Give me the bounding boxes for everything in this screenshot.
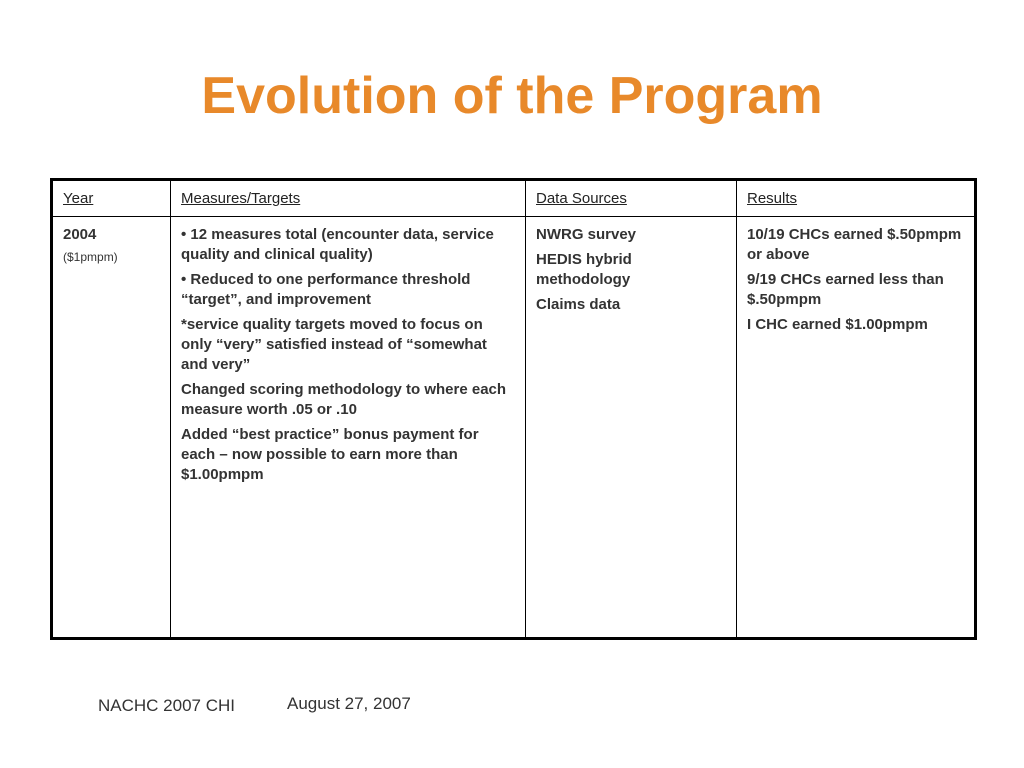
measure-item: *service quality targets moved to focus on only “very” satisfied instead of “somewhat and very” — [181, 316, 487, 373]
result-item: 10/19 CHCs earned $.50pmpm or above — [747, 226, 962, 263]
header-results: Results — [737, 180, 976, 217]
data-source-item: Claims data — [536, 296, 621, 313]
measure-item: • 12 measures total (encounter data, service quality and clinical quality) — [181, 226, 494, 263]
cell-results — [737, 217, 976, 639]
header-year: Year — [52, 180, 171, 217]
measure-item: Changed scoring methodology to where each measure worth .05 or .10 — [181, 381, 507, 418]
measure-item: Added “best practice” bonus payment for each – now possible to earn more than $1.00pmpm — [181, 426, 479, 483]
data-source-item: NWRG survey — [536, 226, 637, 243]
footer-date: August 27, 2007 — [287, 694, 411, 713]
year-value: 2004 — [63, 226, 97, 243]
slide-title: Evolution of the Program — [201, 67, 823, 125]
measure-item: • Reduced to one performance threshold “target”, and improvement — [181, 271, 471, 308]
result-item: I CHC earned $1.00pmpm — [747, 316, 928, 333]
result-item: 9/19 CHCs earned less than $.50pmpm — [747, 271, 944, 308]
header-measures-targets: Measures/Targets — [171, 180, 526, 217]
cell-data-sources — [526, 217, 737, 639]
cell-measures — [171, 217, 526, 639]
year-note: ($1pmpm) — [63, 250, 118, 264]
program-table — [50, 178, 977, 640]
cell-year — [52, 217, 171, 639]
table-row — [52, 217, 976, 639]
header-data-sources: Data Sources — [526, 180, 737, 217]
footer-left-text: NACHC 2007 CHI — [98, 696, 235, 715]
table-header-row — [52, 180, 976, 217]
data-source-item: HEDIS hybrid methodology — [536, 251, 632, 288]
